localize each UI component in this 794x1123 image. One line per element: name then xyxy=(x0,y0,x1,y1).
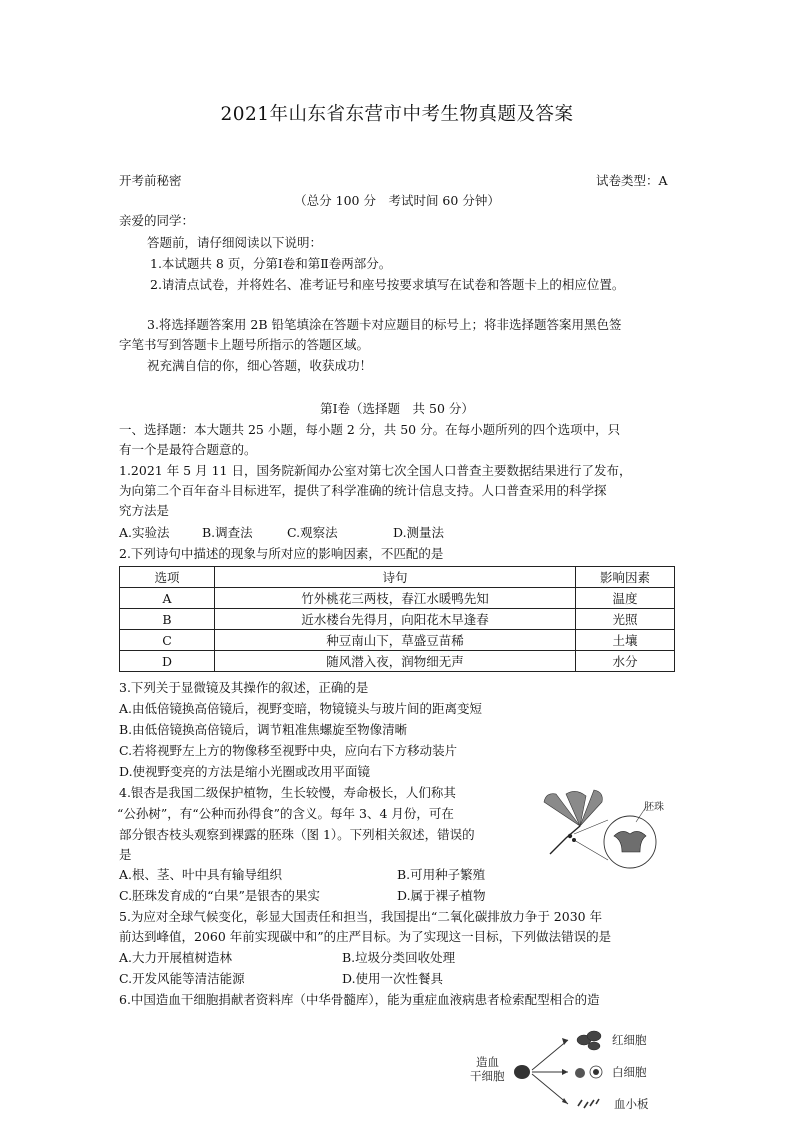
section-1-desc-b: 有一个是最符合题意的。 xyxy=(119,442,257,457)
ovule-label: 胚珠 xyxy=(644,802,664,813)
q4-option-a: A.根、茎、叶中具有输导组织 xyxy=(119,867,283,882)
instructions-lead: 答题前，请仔细阅读以下说明： xyxy=(147,235,323,250)
q3-option-d: D.使视野变亮的方法是缩小光圈或改用平面镜 xyxy=(119,764,371,779)
q4-option-b: B.可用种子繁殖 xyxy=(397,867,486,882)
table-header: 诗句 xyxy=(215,567,576,588)
q2-table xyxy=(119,566,675,672)
exam-info: （总分 100 分 考试时间 60 分钟） xyxy=(294,193,500,208)
red-blood-cell-icon xyxy=(577,1031,601,1050)
q1-stem-a: 1.2021 年 5 月 11 日，国务院新闻办公室对第七次全国人口普查主要数据结果进行了发布， xyxy=(119,463,632,478)
q1-option-b: B.调查法 xyxy=(202,525,253,540)
table-cell: 土壤 xyxy=(576,630,675,651)
q4-option-c: C.胚珠发育成的“白果”是银杏的果实 xyxy=(119,888,320,903)
q1-option-d: D.测量法 xyxy=(393,525,445,540)
q3-option-a: A.由低倍镜换高倍镜后，视野变暗，物镜镜头与玻片间的距离变短 xyxy=(119,701,483,716)
q6-stem-a: 6.中国造血干细胞捐献者资料库（中华骨髓库），能为重症血液病患者检索配型相合的造 xyxy=(119,992,600,1007)
white-blood-cell-icon xyxy=(575,1066,602,1078)
table-cell: D xyxy=(120,651,215,672)
page-title: 2021年山东省东营市中考生物真题及答案 xyxy=(220,104,574,125)
q4-stem-d: 是 xyxy=(119,847,132,862)
wish-text: 祝充满自信的你，细心答题，收获成功！ xyxy=(147,358,373,373)
q4-stem-a: 4.银杏是我国二级保护植物，生长较慢，寿命极长，人们称其 xyxy=(119,785,456,800)
q5-option-d: D.使用一次性餐具 xyxy=(342,971,444,986)
instruction-2: 2.请清点试卷，并将姓名、准考证号和座号按要求填写在试卷和答题卡上的相应位置。 xyxy=(150,277,625,292)
table-header-row xyxy=(120,567,675,588)
q1-option-c: C.观察法 xyxy=(287,525,338,540)
stem-cell-figure xyxy=(466,1024,686,1116)
q5-option-b: B.垃圾分类回收处理 xyxy=(342,950,456,965)
q3-stem: 3.下列关于显微镜及其操作的叙述，正确的是 xyxy=(119,680,369,695)
white-blood-cell-label: 白细胞 xyxy=(612,1065,647,1079)
table-cell: A xyxy=(120,588,215,609)
instruction-1: 1.本试题共 8 页，分第Ⅰ卷和第Ⅱ卷两部分。 xyxy=(150,256,392,271)
platelet-label: 血小板 xyxy=(614,1097,649,1111)
q5-stem-a: 5.为应对全球气候变化，彰显大国责任和担当，我国提出“二氧化碳排放力争于 2030 年 xyxy=(119,909,603,924)
ginkgo-figure xyxy=(536,780,678,870)
q5-stem-b: 前达到峰值，2060 年前实现碳中和”的庄严目标。为了实现这一目标，下列做法错误的是 xyxy=(119,929,612,944)
q2-stem: 2.下列诗句中描述的现象与所对应的影响因素，不匹配的是 xyxy=(119,546,444,561)
platelet-icon xyxy=(578,1099,599,1108)
q1-stem-c: 究方法是 xyxy=(119,503,170,518)
table-cell: 近水楼台先得月，向阳花木早逢春 xyxy=(215,609,576,630)
table-row xyxy=(120,651,675,672)
red-blood-cell-label: 红细胞 xyxy=(612,1033,647,1047)
table-cell: B xyxy=(120,609,215,630)
instruction-3b: 字笔书写到答题卡上题号所指示的答题区域。 xyxy=(119,337,370,352)
q3-option-c: C.若将视野左上方的物像移至视野中央，应向右下方移动装片 xyxy=(119,743,458,758)
header-secret-label: 开考前秘密 xyxy=(119,173,182,188)
table-cell: C xyxy=(120,630,215,651)
table-cell: 随风潜入夜，润物细无声 xyxy=(215,651,576,672)
instruction-3a: 3.将选择题答案用 2B 铅笔填涂在答题卡对应题目的标号上；将非选择题答案用黑色签 xyxy=(147,317,622,332)
table-row xyxy=(120,630,675,651)
q4-option-d: D.属于裸子植物 xyxy=(397,888,486,903)
stem-cell-label-b: 干细胞 xyxy=(470,1069,505,1083)
q4-stem-c: 部分银杏枝头观察到裸露的胚珠（图 1）。下列相关叙述，错误的 xyxy=(119,827,475,842)
table-cell: 竹外桃花三两枝，春江水暖鸭先知 xyxy=(215,588,576,609)
q5-option-c: C.开发风能等清洁能源 xyxy=(119,971,245,986)
q3-option-b: B.由低倍镜换高倍镜后，调节粗准焦螺旋至物像清晰 xyxy=(119,722,408,737)
q1-option-a: A.实验法 xyxy=(119,525,170,540)
q1-stem-b: 为向第二个百年奋斗目标进军，提供了科学准确的统计信息支持。人口普查采用的科学探 xyxy=(119,483,607,498)
stem-cell-label-a: 造血 xyxy=(476,1055,499,1069)
table-cell: 水分 xyxy=(576,651,675,672)
table-header: 选项 xyxy=(120,567,215,588)
table-row xyxy=(120,588,675,609)
section-1-heading: 第Ⅰ卷（选择题 共 50 分） xyxy=(320,401,474,416)
q5-option-a: A.大力开展植树造林 xyxy=(119,950,233,965)
table-cell: 温度 xyxy=(576,588,675,609)
table-cell: 光照 xyxy=(576,609,675,630)
table-cell: 种豆南山下，草盛豆苗稀 xyxy=(215,630,576,651)
exam-type-label: 试卷类型：A xyxy=(596,173,668,188)
section-1-desc-a: 一、选择题：本大题共 25 小题，每小题 2 分，共 50 分。在每小题所列的四个选项中，只 xyxy=(119,422,621,437)
table-row xyxy=(120,609,675,630)
table-header: 影响因素 xyxy=(576,567,675,588)
stem-cell-icon xyxy=(514,1065,530,1079)
greeting: 亲爱的同学： xyxy=(119,213,195,228)
q4-stem-b: “公孙树”，有“公种而孙得食”的含义。每年 3、4 月份，可在 xyxy=(117,806,454,821)
